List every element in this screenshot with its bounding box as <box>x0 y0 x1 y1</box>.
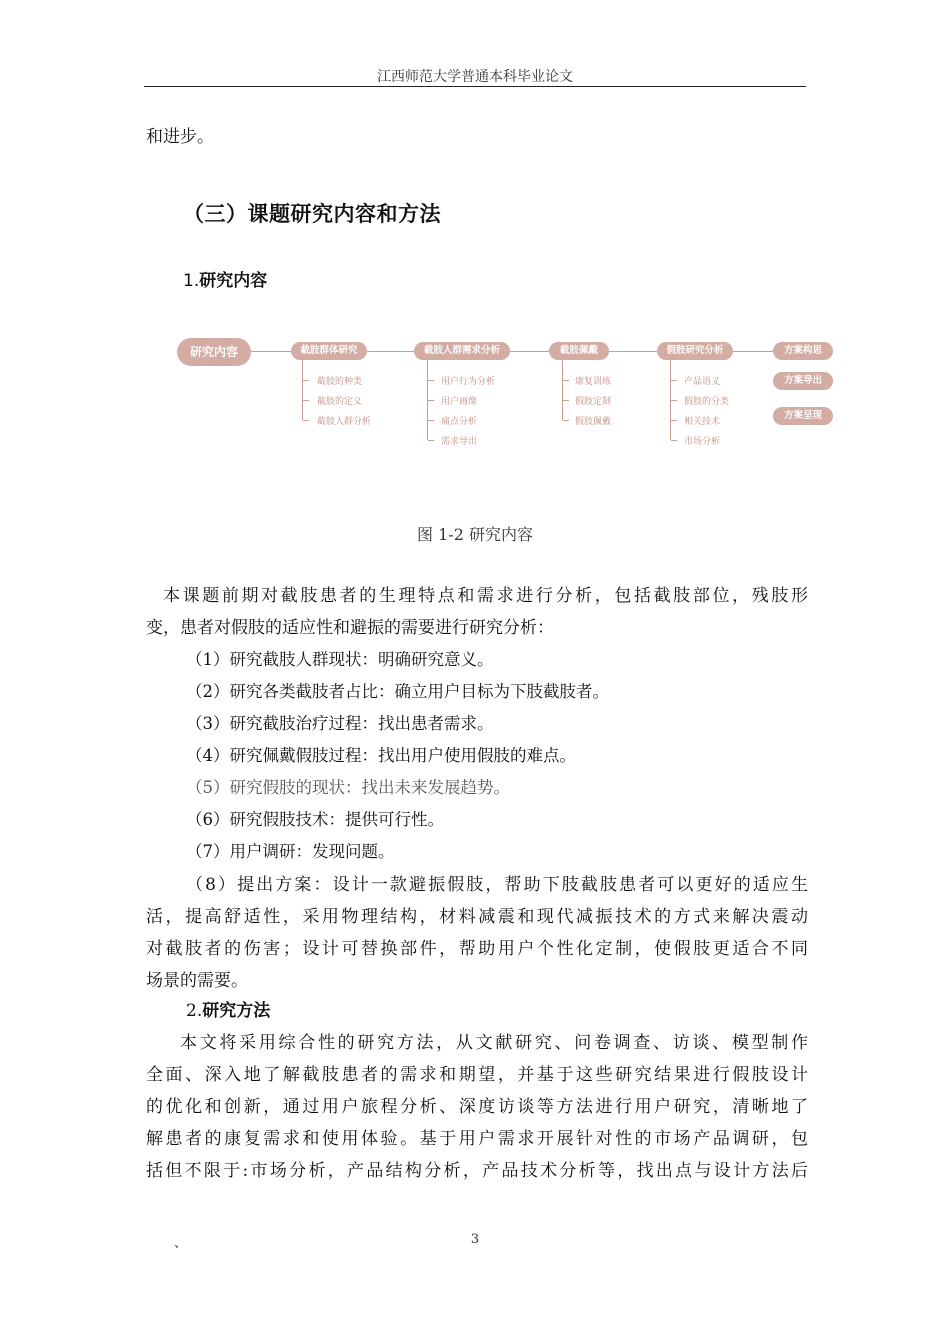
research-content-diagram <box>177 332 837 452</box>
diagram-leaf: 假肢的分类 <box>684 397 730 407</box>
paragraph-line: 本课题前期对截肢患者的生理特点和需求进行分析，包括截肢部位，残肢形 <box>163 586 808 606</box>
footer-mark: 、 <box>174 1236 188 1251</box>
diagram-root-node: 研究内容 <box>177 338 251 366</box>
page-number: 3 <box>470 1232 480 1247</box>
diagram-stub <box>303 400 309 401</box>
paragraph-line: 变，患者对假肢的适应性和避振的需要进行研究分析： <box>146 618 554 638</box>
diagram-stub <box>671 420 677 421</box>
list-item: （2）研究各类截肢者占比：确立用户目标为下肢截肢者。 <box>186 682 609 701</box>
diagram-leaf: 市场分析 <box>684 437 721 447</box>
diagram-branch-line <box>562 360 563 420</box>
diagram-node-prosthesis-analysis: 假肢研究分析 <box>657 342 733 360</box>
diagram-leaf: 用户行为分析 <box>441 377 496 387</box>
subheading-number: 1. <box>183 271 200 291</box>
diagram-leaf: 康复训练 <box>575 377 612 387</box>
diagram-node-needs-analysis: 截肢人群需求分析 <box>414 342 510 360</box>
diagram-node-scheme-concept: 方案构思 <box>773 342 833 360</box>
diagram-node-scheme-present: 方案呈现 <box>773 407 833 425</box>
header-rule <box>144 86 806 87</box>
paragraph-line: 本文将采用综合性的研究方法，从文献研究、问卷调查、访谈、模型制作 <box>180 1033 808 1053</box>
diagram-leaf: 假肢定制 <box>575 397 612 407</box>
diagram-connector <box>609 351 657 352</box>
subheading-research-content <box>183 266 267 291</box>
diagram-stub <box>671 380 677 381</box>
diagram-leaf: 产品语义 <box>684 377 721 387</box>
diagram-stub <box>428 440 434 441</box>
figure-caption: 图 1-2 研究内容 <box>417 525 533 544</box>
diagram-stub <box>563 380 569 381</box>
list-item: （5）研究假肢的现状：找出未来发展趋势。 <box>186 778 510 797</box>
list-item: （1）研究截肢人群现状：明确研究意义。 <box>186 650 494 669</box>
list-item: （4）研究佩戴假肢过程：找出用户使用假肢的难点。 <box>186 746 576 765</box>
section-heading: （三）课题研究内容和方法 <box>183 202 441 226</box>
diagram-leaf: 截肢的种类 <box>317 377 363 387</box>
subheading-label: 研究内容 <box>199 271 268 291</box>
diagram-stub <box>563 400 569 401</box>
subheading-research-method <box>186 995 270 1027</box>
diagram-leaf: 截肢的定义 <box>317 397 363 407</box>
running-header: 江西师范大学普通本科毕业论文 <box>377 69 573 85</box>
diagram-connector <box>733 351 773 352</box>
paragraph-line: 解患者的康复需求和使用体验。基于用户需求开展针对性的市场产品调研，包 <box>146 1129 808 1149</box>
diagram-stub <box>428 380 434 381</box>
subheading-number: 2. <box>186 1001 203 1021</box>
list-item: （3）研究截肢治疗过程：找出患者需求。 <box>186 714 494 733</box>
diagram-leaf: 需求导出 <box>441 437 478 447</box>
diagram-stub <box>671 400 677 401</box>
list-item-proposal <box>146 869 808 997</box>
diagram-leaf: 假肢佩戴 <box>575 417 612 427</box>
diagram-stub <box>428 400 434 401</box>
diagram-node-amputee-group: 截肢群体研究 <box>291 342 367 360</box>
diagram-leaf: 用户画像 <box>441 397 478 407</box>
diagram-branch-line <box>302 360 303 420</box>
paragraph-line: 活，提高舒适性，采用物理结构，材料减震和现代减振技术的方式来解决震动 <box>146 907 808 927</box>
diagram-leaf: 痛点分析 <box>441 417 478 427</box>
diagram-connector <box>510 351 549 352</box>
diagram-stub <box>671 440 677 441</box>
diagram-connector <box>251 351 291 352</box>
list-item: （7）用户调研：发现问题。 <box>186 842 395 861</box>
paragraph-line: 对截肢者的伤害；设计可替换部件，帮助用户个性化定制，使假肢更适合不同 <box>146 939 808 959</box>
paragraph-line: （8）提出方案：设计一款避振假肢，帮助下肢截肢患者可以更好的适应生 <box>186 875 808 895</box>
intro-paragraph <box>146 580 808 644</box>
diagram-connector <box>367 351 414 352</box>
diagram-node-prosthesis-wearing: 截肢佩戴 <box>549 342 609 360</box>
paragraph-line: 全面、深入地了解截肢患者的需求和期望，并基于这些研究结果进行假肢设计 <box>146 1065 808 1085</box>
diagram-stub <box>303 420 309 421</box>
diagram-stub <box>303 380 309 381</box>
diagram-stub <box>428 420 434 421</box>
methods-paragraph <box>146 1027 808 1187</box>
carry-over-text: 和进步。 <box>146 127 214 147</box>
diagram-leaf: 相关技术 <box>684 417 721 427</box>
paragraph-line: 场景的需要。 <box>146 971 248 991</box>
diagram-leaf: 截肢人群分析 <box>317 417 372 427</box>
paragraph-line: 括但不限于:市场分析，产品结构分析，产品技术分析等，找出点与设计方法后 <box>146 1161 808 1181</box>
diagram-node-scheme-export: 方案导出 <box>773 372 833 390</box>
paragraph-line: 的优化和创新，通过用户旅程分析、深度访谈等方法进行用户研究，清晰地了 <box>146 1097 808 1117</box>
diagram-stub <box>563 420 569 421</box>
list-item: （6）研究假肢技术：提供可行性。 <box>186 810 444 829</box>
subheading-label: 研究方法 <box>202 1001 271 1021</box>
